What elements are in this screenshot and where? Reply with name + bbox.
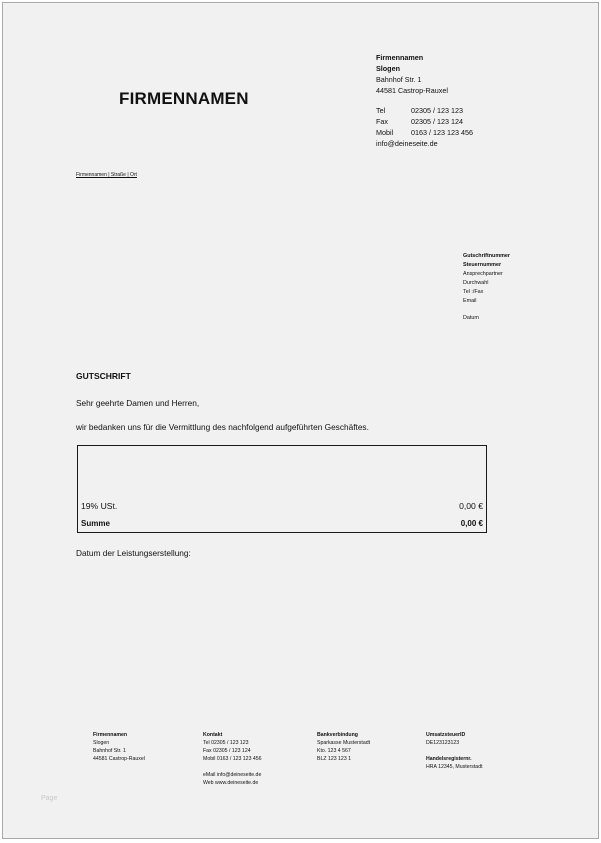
service-date-label: Datum der Leistungserstellung: [76, 548, 191, 558]
company-slogan: Slogen [376, 64, 400, 73]
total-row [81, 519, 483, 528]
contact-value: 0163 / 123 123 456 [411, 128, 473, 137]
logo-title: FIRMENNAMEN [119, 89, 249, 108]
company-address-block [376, 52, 576, 149]
credit-note-number-label: Gutschriftnummer [463, 253, 511, 259]
footer-register-heading: Handelsregisternr. [426, 756, 472, 762]
contact-person-label: Ansprechpartner [463, 270, 503, 277]
total-label: Summe [81, 519, 110, 528]
footer-register-value: HRA 12345, Musterstadt [426, 764, 483, 770]
direct-dial-label: Durchwahl [463, 279, 489, 286]
company-name: Firmennamen [376, 53, 424, 62]
sender-return-line: Firmennamen | Straße | Ort [76, 172, 137, 178]
contact-label: Fax [376, 117, 388, 126]
contact-value: 02305 / 123 123 [411, 106, 463, 115]
footer-bank-heading: Bankverbindung [317, 732, 358, 738]
footer-email: eMail info@deineseite.de [203, 772, 262, 778]
contact-row-mobile [376, 127, 576, 138]
amount-box [77, 445, 487, 533]
footer-vat-id: DE123123123 [426, 740, 460, 746]
footer-contact-column [203, 731, 262, 787]
tax-number-label: Steuernummer [463, 261, 502, 268]
footer-slogan: Slogen [93, 740, 110, 746]
footer-bank-name: Sparkasse Musterstadt [317, 740, 371, 746]
company-city: 44581 Castrop-Rauxel [376, 86, 448, 95]
intro-text: wir bedanken uns für die Vermittlung des nachfolgend aufgeführten Geschäftes. [76, 422, 369, 432]
footer-street: Bahnhof Str. 1 [93, 748, 126, 754]
footer-account: Kto. 123 4 567 [317, 748, 351, 754]
footer-tax-column [426, 731, 483, 771]
footer-company-name: Firmennamen [93, 732, 128, 738]
date-label: Datum [463, 315, 479, 322]
document-page [2, 2, 599, 839]
vat-label: 19% USt. [81, 501, 118, 511]
footer-contact-heading: Kontakt [203, 732, 223, 738]
contact-row-tel [376, 105, 576, 116]
company-street: Bahnhof Str. 1 [376, 75, 422, 84]
footer-city: 44581 Castrop-Rauxel [93, 756, 145, 762]
vat-row [81, 501, 483, 511]
footer-web: Web www.deineseite.de [203, 780, 259, 786]
contact-value: 02305 / 123 124 [411, 117, 463, 126]
footer-fax: Fax 02305 / 123 124 [203, 748, 251, 754]
company-email: info@deineseite.de [376, 139, 438, 148]
tel-fax-label: Tel :/Fax [463, 288, 484, 295]
contact-row-fax [376, 116, 576, 127]
salutation: Sehr geehrte Damen und Herren, [76, 398, 200, 408]
document-title: GUTSCHRIFT [76, 371, 131, 381]
footer-tel: Tel 02305 / 123 123 [203, 740, 249, 746]
contact-label: Tel [376, 106, 386, 115]
page-watermark-label: Page [41, 795, 58, 802]
info-block [463, 252, 510, 323]
footer-blz: BLZ 123 123 1 [317, 756, 352, 762]
footer-mobile: Mobil 0163 / 123 123 456 [203, 756, 262, 762]
total-value: 0,00 € [460, 519, 483, 528]
contact-label: Mobil [376, 128, 394, 137]
email-label: Email [463, 297, 477, 304]
footer-bank-column [317, 731, 370, 763]
footer-company-column [93, 731, 145, 763]
vat-value: 0,00 € [459, 501, 483, 511]
footer-vat-id-heading: UmsatzsteuerID [426, 732, 466, 738]
